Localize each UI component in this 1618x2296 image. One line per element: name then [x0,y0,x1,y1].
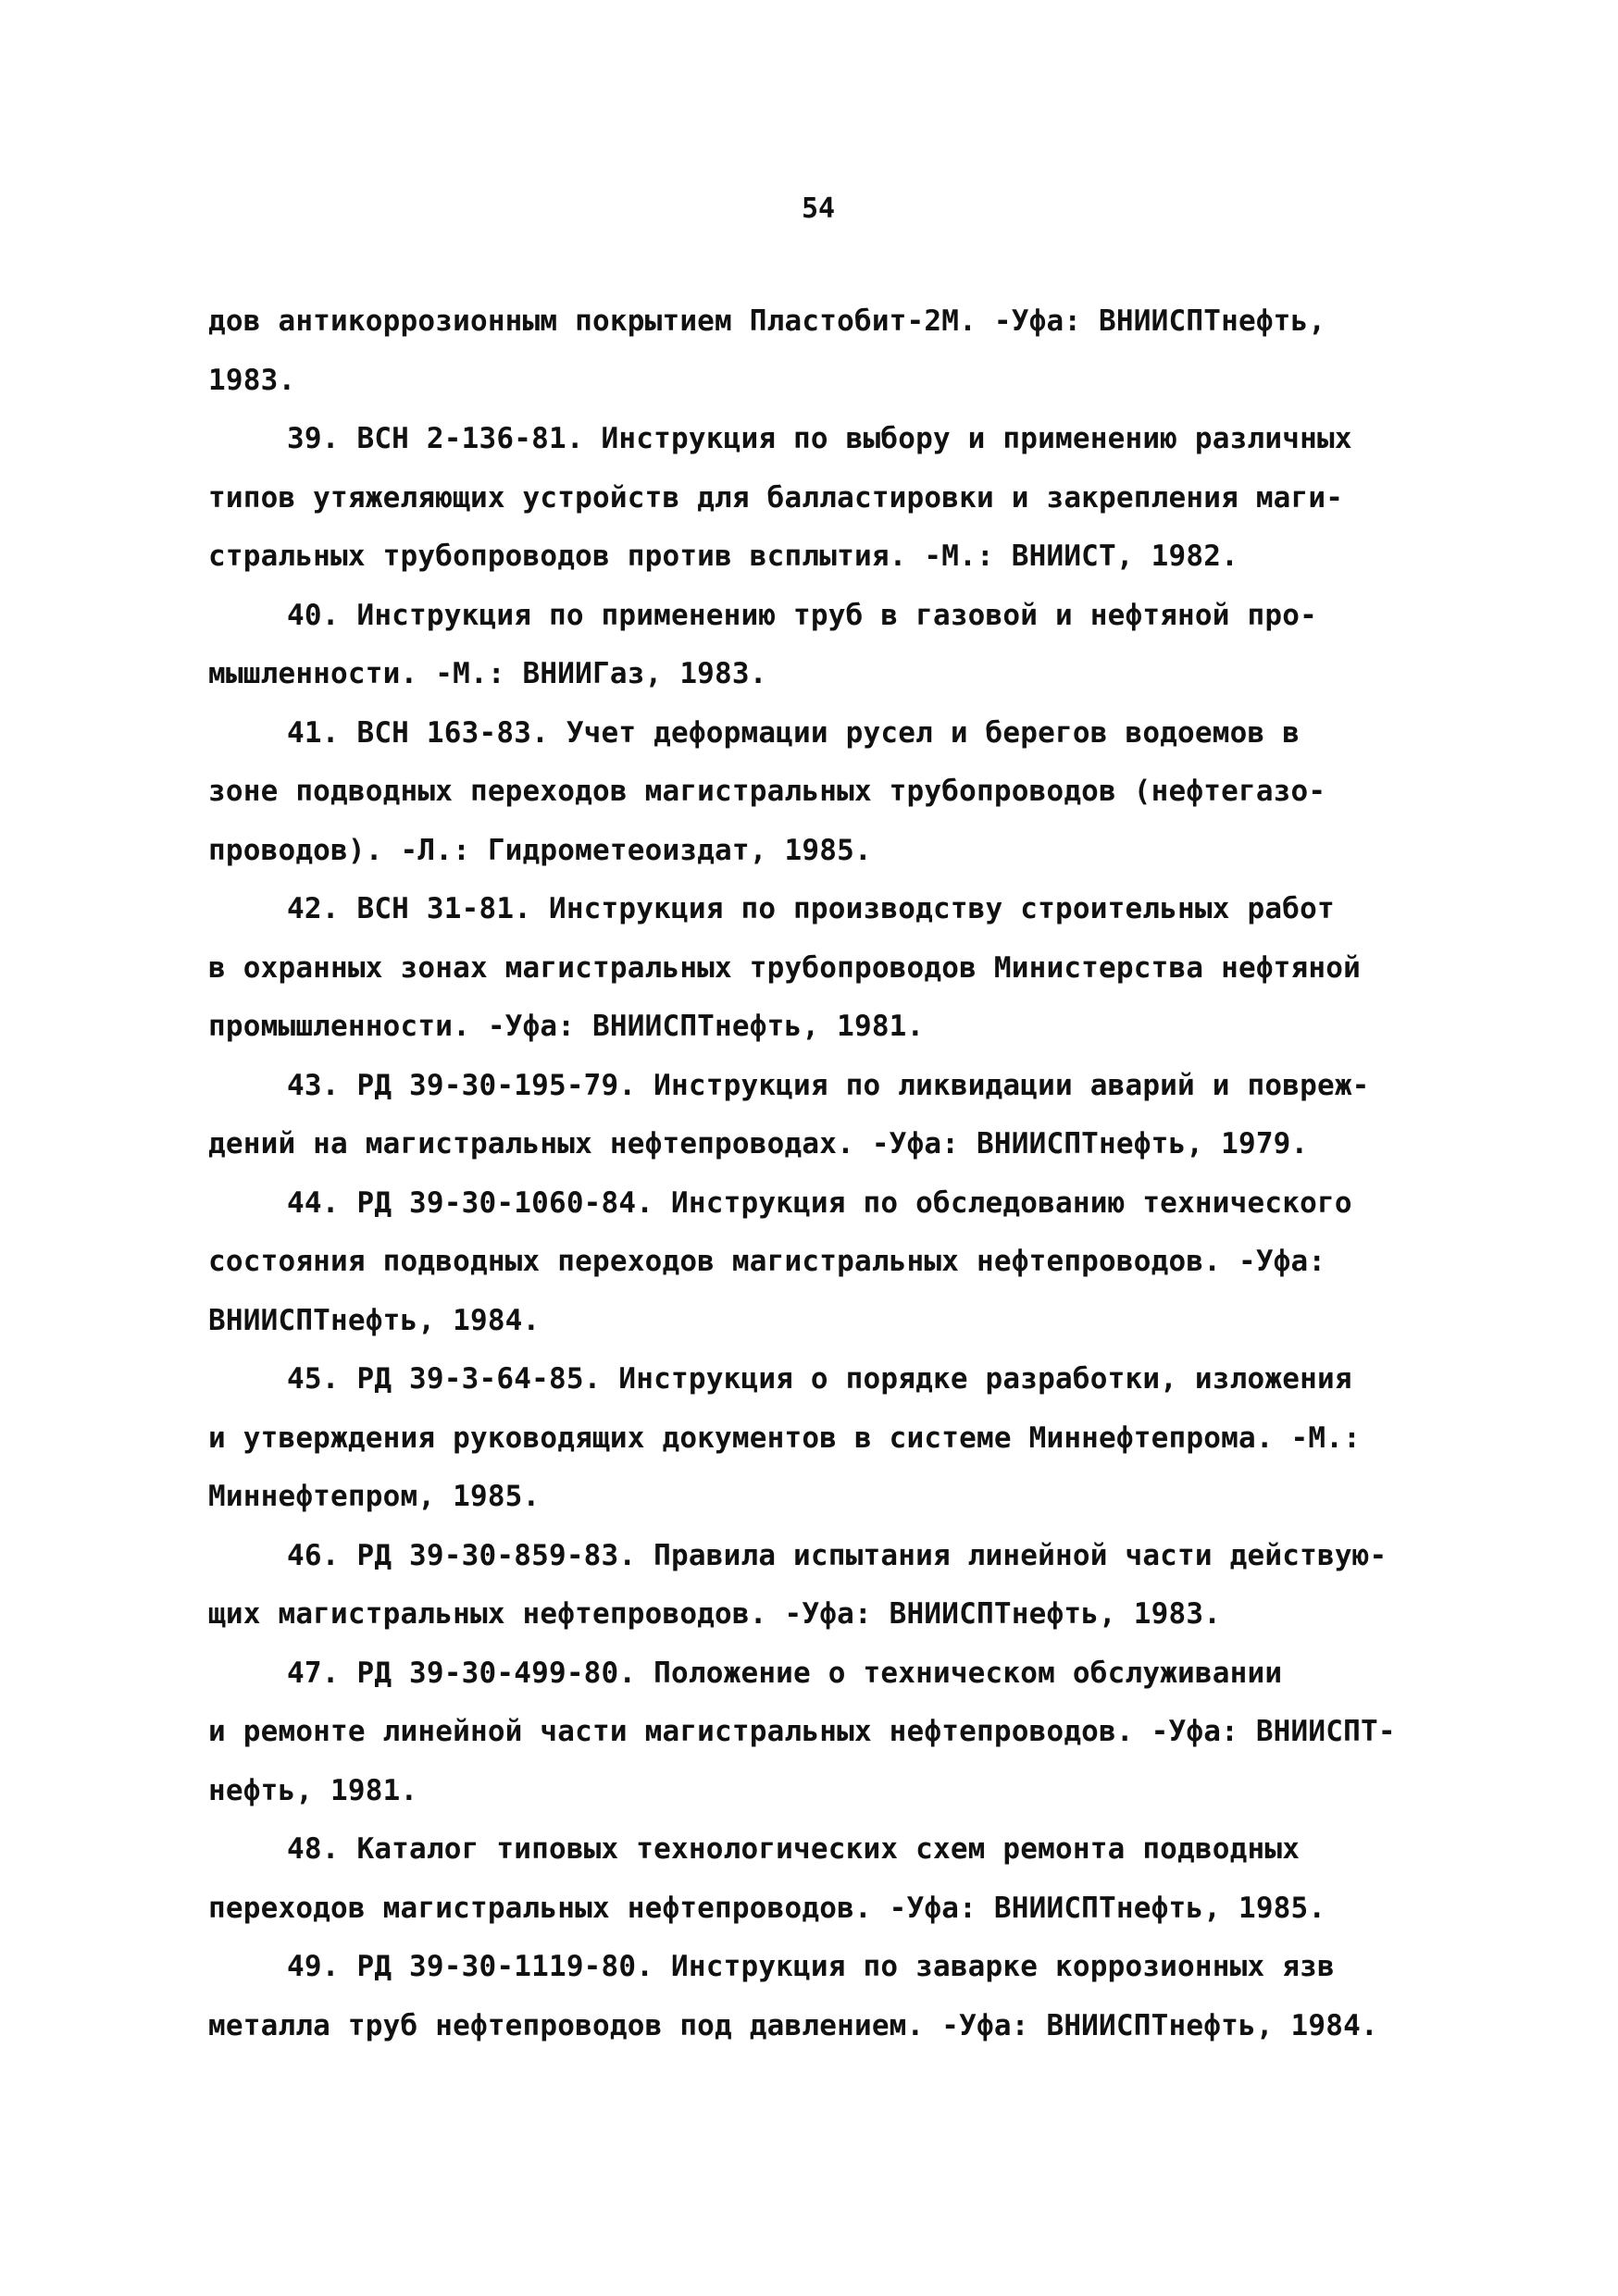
text-line: 48. Каталог типовых технологических схем ремонта подводных [287,1832,1301,1866]
text-line: ВНИИСПТнефть, 1984. [208,1303,541,1337]
text-line: Миннефтепром, 1985. [208,1480,541,1513]
text-line: 1983. [208,363,296,397]
text-line: 49. РД 39-30-1119-80. Инструкция по заварке коррозионных язв [287,1950,1335,1983]
text-line: нефть, 1981. [208,1773,418,1807]
text-line: дов антикоррозионным покрытием Пластобит-2М. -Уфа: ВНИИСПТнефть, [208,304,1326,338]
text-line: мышленности. -М.: ВНИИГаз, 1983. [208,657,767,690]
text-line: стральных трубопроводов против всплытия. -М.: ВНИИСТ, 1982. [208,540,1238,573]
text-line: типов утяжеляющих устройств для балластировки и закрепления маги- [208,480,1344,515]
text-line: дений на магистральных нефтепроводах. -Уфа: ВНИИСПТнефть, 1979. [208,1127,1309,1160]
text-line: 39. ВСН 2-136-81. Инструкция по выбору и применению различных [287,422,1352,455]
page-number: 54 [801,192,836,225]
text-line: и утверждения руководящих документов в системе Миннефтепрома. -М.: [208,1421,1361,1455]
text-line: состояния подводных переходов магистральных нефтепроводов. -Уфа: [208,1245,1326,1278]
text-line: металла труб нефтепроводов под давлением. -Уфа: ВНИИСПТнефть, 1984. [208,2008,1378,2042]
text-line: 47. РД 39-30-499-80. Положение о техническом обслуживании [287,1656,1283,1690]
text-line: 41. ВСН 163-83. Учет деформации русел и берегов водоемов в [287,715,1301,750]
text-line: в охранных зонах магистральных трубопроводов Министерства нефтяной [208,950,1361,985]
text-line: промышленности. -Уфа: ВНИИСПТнефть, 1981. [208,1010,925,1043]
text-line: 46. РД 39-30-859-83. Правила испытания линейной части действую- [287,1538,1388,1572]
reference-list [208,292,1476,2055]
text-line: проводов). -Л.: Гидрометеоиздат, 1985. [208,833,872,867]
text-line: щих магистральных нефтепроводов. -Уфа: ВНИИСПТнефть, 1983. [208,1597,1222,1631]
text-line: 43. РД 39-30-195-79. Инструкция по ликвидации аварий и повреж- [287,1068,1370,1102]
text-line: зоне подводных переходов магистральных трубопроводов (нефтегазо- [208,775,1326,808]
text-line: переходов магистральных нефтепроводов. -Уфа: ВНИИСПТнефть, 1985. [208,1891,1326,1925]
text-line: и ремонте линейной части магистральных нефтепроводов. -Уфа: ВНИИСПТ- [208,1715,1396,1748]
text-line: 45. РД 39-3-64-85. Инструкция о порядке разработки, изложения [287,1362,1352,1396]
text-line: 42. ВСН 31-81. Инструкция по производству строительных работ [287,892,1335,925]
text-line: 40. Инструкция по применению труб в газовой и нефтяной про- [287,598,1317,632]
text-line: 44. РД 39-30-1060-84. Инструкция по обследованию технического [287,1185,1352,1220]
